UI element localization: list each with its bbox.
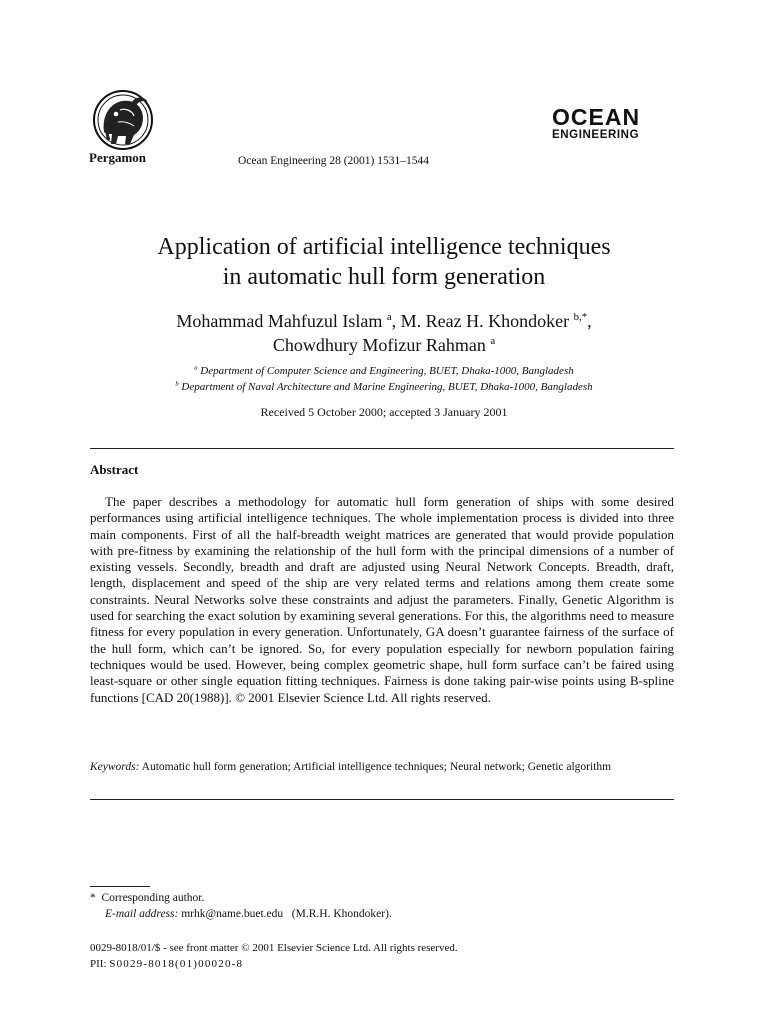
footnote-corresponding [90, 890, 392, 906]
footnote [90, 890, 392, 922]
affiliation-mark: b [175, 380, 179, 388]
affiliation-text: Department of Naval Architecture and Marine Engineering, BUET, Dhaka-1000, Bangladesh [181, 381, 593, 393]
author-name: Mohammad Mahfuzul Islam [176, 311, 383, 331]
affiliation-mark: a [194, 364, 198, 372]
elephant-tree-icon [88, 88, 158, 152]
keywords-label: Keywords: [90, 761, 140, 773]
author-affiliation-mark: b,* [573, 311, 588, 323]
abstract-heading: Abstract [90, 462, 139, 477]
abstract-text: The paper describes a methodology for automatic hull form generation of ships with some desired performances using artificial intelligence techniques. The whole implementation process is divided into three main components. First of all the half-breadth weight matrices are generated that would provide population with pre-fitness by examining the relationship of the hull form with the principal dimensions of a number of existing vessels. Secondly, breadth and draft are adjusted using Neural Network Concepts. Breadth, draft, length, displacement and speed of the ship are very related terms and relations among them create some constraints. Neural Networks solve these constraints and adjust the parameters. Finally, Genetic Algorithm is used for searching the exact solution by examining several generations. For this, the algorithms need to measure fitness for every population in every generation. Unfortunately, GA doesn’t guarantee fairness of the surface of the hull form, which can’t be ignored. So, for every population especially for newborn population fairing techniques would be used. However, being complex geometric shape, hull form surface can’t be faired using least-square or other single equation fitting techniques. Fairness is done taking pair-wise points using B-spline functions [CAD 20(1988)]. © 2001 Elsevier Science Ltd. All rights reserved. [90, 494, 674, 705]
corresponding-author-label: Corresponding author. [101, 892, 205, 904]
author-list [60, 309, 708, 357]
author-line-1 [60, 309, 708, 333]
top-divider [90, 448, 674, 449]
bottom-divider [90, 799, 674, 800]
author-separator: , [587, 311, 592, 331]
footnote-mark: * [90, 892, 96, 904]
pii-value: S0029-8018(01)00020-8 [109, 958, 244, 970]
email-label: E-mail address: [105, 908, 179, 920]
title-line-2: in automatic hull form generation [222, 264, 546, 290]
author-name: M. Reaz H. Khondoker [400, 311, 570, 331]
affiliation-item [60, 379, 708, 395]
author-separator: , [391, 311, 401, 331]
publisher-name: Pergamon [89, 150, 147, 165]
journal-citation: Ocean Engineering 28 (2001) 1531–1544 [238, 155, 429, 167]
author-name: Chowdhury Mofizur Rahman [272, 335, 486, 355]
keywords-text: Automatic hull form generation; Artificial intelligence techniques; Neural network; Genetic algorithm [141, 761, 612, 773]
footnote-email-line [90, 906, 392, 922]
pii-line [90, 956, 458, 972]
affiliation-item [60, 363, 708, 379]
journal-logo-engineering: ENGINEERING [552, 129, 640, 141]
received-dates: Received 5 October 2000; accepted 3 January 2001 [260, 405, 508, 419]
footnote-rule [90, 886, 150, 887]
publisher-logo [88, 88, 158, 152]
issn-line: 0029-8018/01/$ - see front matter © 2001 Elsevier Science Ltd. All rights reserved. [90, 942, 458, 954]
email-address[interactable]: mrhk@name.buet.edu [181, 908, 284, 920]
keywords [90, 759, 674, 775]
affiliations [60, 363, 708, 395]
author-line-2 [60, 333, 708, 357]
front-matter [90, 940, 458, 972]
pii-label: PII: [90, 958, 107, 970]
title-line-1: Application of artificial intelligence techniques [157, 234, 611, 260]
journal-logo-ocean: OCEAN [552, 104, 641, 130]
affiliation-text: Department of Computer Science and Engineering, BUET, Dhaka-1000, Bangladesh [200, 365, 574, 377]
email-owner: (M.R.H. Khondoker). [291, 908, 392, 920]
paper-title [60, 232, 708, 292]
author-affiliation-mark: a [386, 311, 392, 323]
author-affiliation-mark: a [490, 335, 496, 347]
